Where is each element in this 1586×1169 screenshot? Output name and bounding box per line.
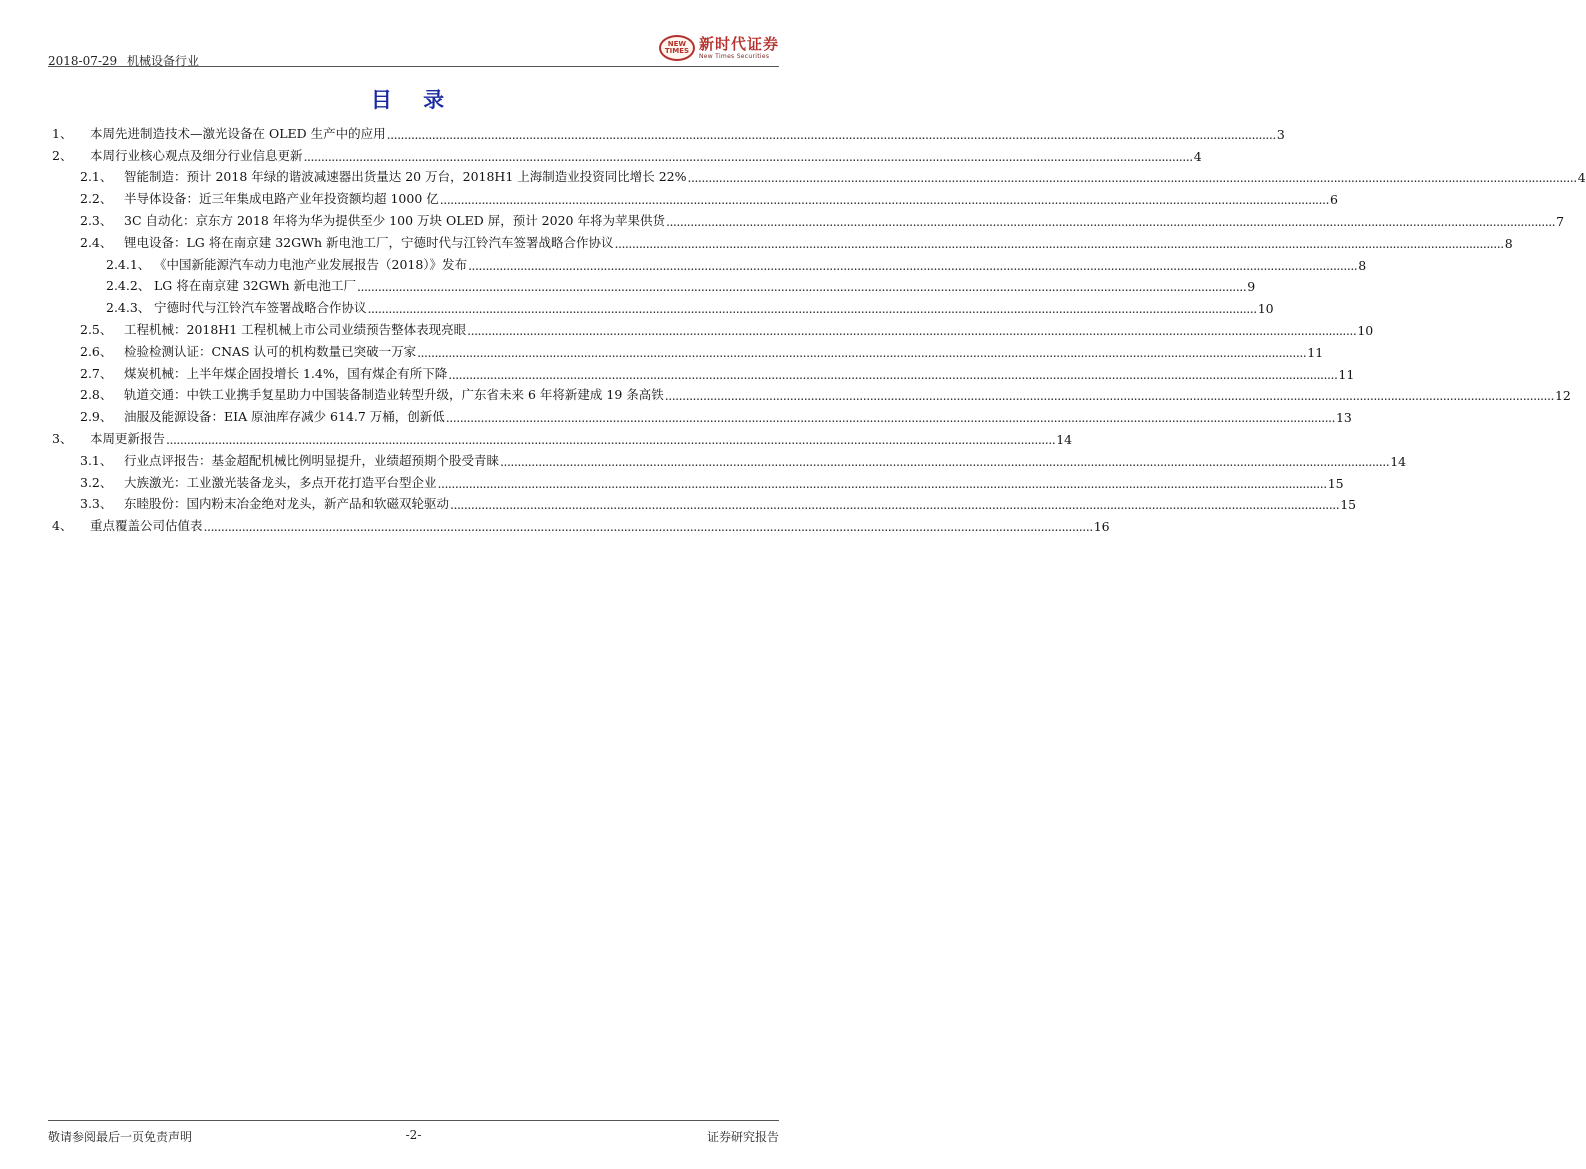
toc-entry[interactable] <box>48 251 1367 273</box>
toc-entry-title: 本周先进制造技术—激光设备在 OLED 生产中的应用 <box>90 125 386 141</box>
toc-entry[interactable] <box>48 382 1571 404</box>
toc-leader-dots <box>387 127 1276 142</box>
toc-entry[interactable] <box>48 469 1344 491</box>
toc-leader-dots <box>357 279 1246 294</box>
toc-entry-number: 3.1、 <box>80 452 113 468</box>
toc-entry-number: 2.9、 <box>80 409 113 425</box>
report-type: 证券研究报告 <box>706 1130 779 1144</box>
toc-entry[interactable] <box>48 185 1338 208</box>
toc-entry-page: 15 <box>1327 475 1344 491</box>
toc-entry-title: 本周更新报告 <box>90 430 166 446</box>
disclaimer-note: 敬请参阅最后一页免责声明 <box>48 1130 193 1144</box>
toc-entry[interactable] <box>48 229 1513 251</box>
toc-entry-page: 4 <box>1577 170 1586 186</box>
toc-entry-title: LG 将在南京建 32GWh 新电池工厂 <box>154 278 356 294</box>
toc-leader-dots <box>368 301 1257 316</box>
toc-entry-number: 2.3、 <box>80 212 113 228</box>
toc-entry-number: 4、 <box>52 518 73 534</box>
toc-entry-number: 3.3、 <box>80 496 113 512</box>
toc-entry-number: 2.4.1、 <box>106 256 151 272</box>
report-date: 2018-07-29 <box>48 54 118 68</box>
toc-entry-page: 11 <box>1307 344 1324 360</box>
toc-entry[interactable] <box>48 164 1586 186</box>
toc-entry-page: 16 <box>1093 519 1110 535</box>
toc-entry-number: 2.2、 <box>80 191 113 207</box>
toc-entry-number: 2.1、 <box>80 169 113 185</box>
toc-leader-dots <box>448 367 1337 382</box>
toc-leader-dots <box>500 454 1389 469</box>
toc-entry-page: 3 <box>1276 126 1285 142</box>
toc-leader-dots <box>450 497 1339 512</box>
toc-leader-dots <box>417 345 1306 360</box>
toc-entry-title: 智能制造：预计 2018 年绿的谐波减速器出货量达 20 万台，2018H1 上海制造业投资同比增长 22% <box>124 169 687 185</box>
toc-entry-number: 3.2、 <box>80 474 113 490</box>
toc-leader-dots <box>446 410 1335 425</box>
toc-leader-dots <box>615 236 1504 251</box>
toc-entry[interactable] <box>48 120 1285 142</box>
toc-entry-page: 4 <box>1193 148 1202 164</box>
toc-entry-number: 2.4.3、 <box>106 300 151 316</box>
toc-entry-page: 14 <box>1390 453 1407 469</box>
toc-entry-page: 12 <box>1554 388 1571 404</box>
toc-leader-dots <box>467 323 1356 338</box>
toc-entry-number: 1、 <box>52 125 73 141</box>
industry-name: 机械设备行业 <box>127 54 200 68</box>
toc-entry-page: 13 <box>1335 410 1352 426</box>
toc-entry[interactable] <box>48 338 1324 360</box>
toc-entry-title: 大族激光：工业激光装备龙头，多点开花打造平台型企业 <box>124 474 437 490</box>
toc-entry-number: 2.6、 <box>80 343 113 359</box>
toc-entry-number: 2.4.2、 <box>106 278 151 294</box>
page-title: 目 录 <box>370 87 457 112</box>
toc-entry[interactable] <box>48 360 1355 382</box>
toc-leader-dots <box>688 170 1577 185</box>
toc-entry-page: 7 <box>1556 213 1565 229</box>
toc-entry-title: 煤炭机械：上半年煤企固投增长 1.4%，国有煤企有所下降 <box>124 365 448 381</box>
logo-name-en: New Times Securities <box>698 52 770 60</box>
toc-entry-title: 重点覆盖公司估值表 <box>90 518 203 534</box>
toc-entry-title: 东睦股份：国内粉末冶金绝对龙头，新产品和软磁双轮驱动 <box>124 496 450 512</box>
toc-entry-title: 《中国新能源汽车动力电池产业发展报告（2018）》发布 <box>154 256 468 272</box>
toc-entry[interactable] <box>48 316 1374 338</box>
toc-entry-page: 6 <box>1329 192 1338 208</box>
toc-entry[interactable] <box>48 273 1256 295</box>
company-logo <box>659 34 779 62</box>
footer-divider <box>48 1120 779 1121</box>
toc-entry-title: 行业点评报告：基金超配机械比例明显提升，业绩超预期个股受青睐 <box>124 452 500 468</box>
toc-entry[interactable] <box>48 512 1110 535</box>
toc-entry[interactable] <box>48 425 1073 447</box>
page-number: -2- <box>405 1128 422 1142</box>
toc-leader-dots <box>204 519 1093 534</box>
toc-entry-page: 14 <box>1056 431 1073 447</box>
toc-entry-title: 3C 自动化：京东方 2018 年将为华为提供至少 100 万块 OLED 屏，预计 2020 年将为苹果供货 <box>124 212 665 228</box>
logo-mark-icon: NEW TIMES <box>659 35 695 61</box>
toc-leader-dots <box>665 388 1554 403</box>
toc-entry-number: 3、 <box>52 430 73 446</box>
toc-entry-page: 10 <box>1357 322 1374 338</box>
toc-entry[interactable] <box>48 491 1357 513</box>
toc-entry-title: 本周行业核心观点及细分行业信息更新 <box>90 147 303 163</box>
toc-entry-title: 油服及能源设备：EIA 原油库存减少 614.7 万桶，创新低 <box>124 409 445 425</box>
toc-entry-page: 8 <box>1358 257 1367 273</box>
toc-entry-title: 工程机械：2018H1 工程机械上市公司业绩预告整体表现亮眼 <box>124 321 467 337</box>
toc-entry-number: 2.5、 <box>80 321 113 337</box>
toc-leader-dots <box>304 149 1193 164</box>
toc-entry-number: 2.7、 <box>80 365 113 381</box>
toc-entry-number: 2.8、 <box>80 387 113 403</box>
toc-leader-dots <box>468 258 1357 273</box>
table-of-contents <box>48 120 1586 535</box>
toc-entry[interactable] <box>48 403 1352 426</box>
toc-leader-dots <box>440 192 1329 207</box>
toc-leader-dots <box>438 476 1327 491</box>
toc-entry[interactable] <box>48 142 1202 164</box>
toc-leader-dots <box>166 432 1055 447</box>
header-divider <box>48 66 779 67</box>
toc-entry-page: 15 <box>1340 497 1357 513</box>
toc-entry[interactable] <box>48 294 1274 317</box>
toc-entry-number: 2、 <box>52 147 73 163</box>
toc-entry-number: 2.4、 <box>80 234 113 250</box>
toc-entry-title: 半导体设备：近三年集成电路产业年投资额均超 1000 亿 <box>124 191 439 207</box>
toc-entry-page: 11 <box>1338 366 1355 382</box>
toc-entry-page: 8 <box>1504 235 1513 251</box>
logo-name-cn: 新时代证券 <box>698 34 779 53</box>
toc-entry-title: 检验检测认证：CNAS 认可的机构数量已突破一万家 <box>124 343 417 359</box>
toc-entry-title: 宁德时代与江铃汽车签署战略合作协议 <box>154 300 367 316</box>
toc-entry-page: 10 <box>1257 301 1274 317</box>
toc-entry[interactable] <box>48 447 1407 469</box>
toc-leader-dots <box>666 214 1555 229</box>
toc-entry-title: 锂电设备：LG 将在南京建 32GWh 新电池工厂，宁德时代与江铃汽车签署战略合作协议 <box>124 234 614 250</box>
toc-entry-page: 9 <box>1247 279 1256 295</box>
toc-entry[interactable] <box>48 207 1565 229</box>
toc-entry-title: 轨道交通：中铁工业携手复星助力中国装备制造业转型升级，广东省未来 6 年将新建成 19 条高铁 <box>124 387 664 403</box>
